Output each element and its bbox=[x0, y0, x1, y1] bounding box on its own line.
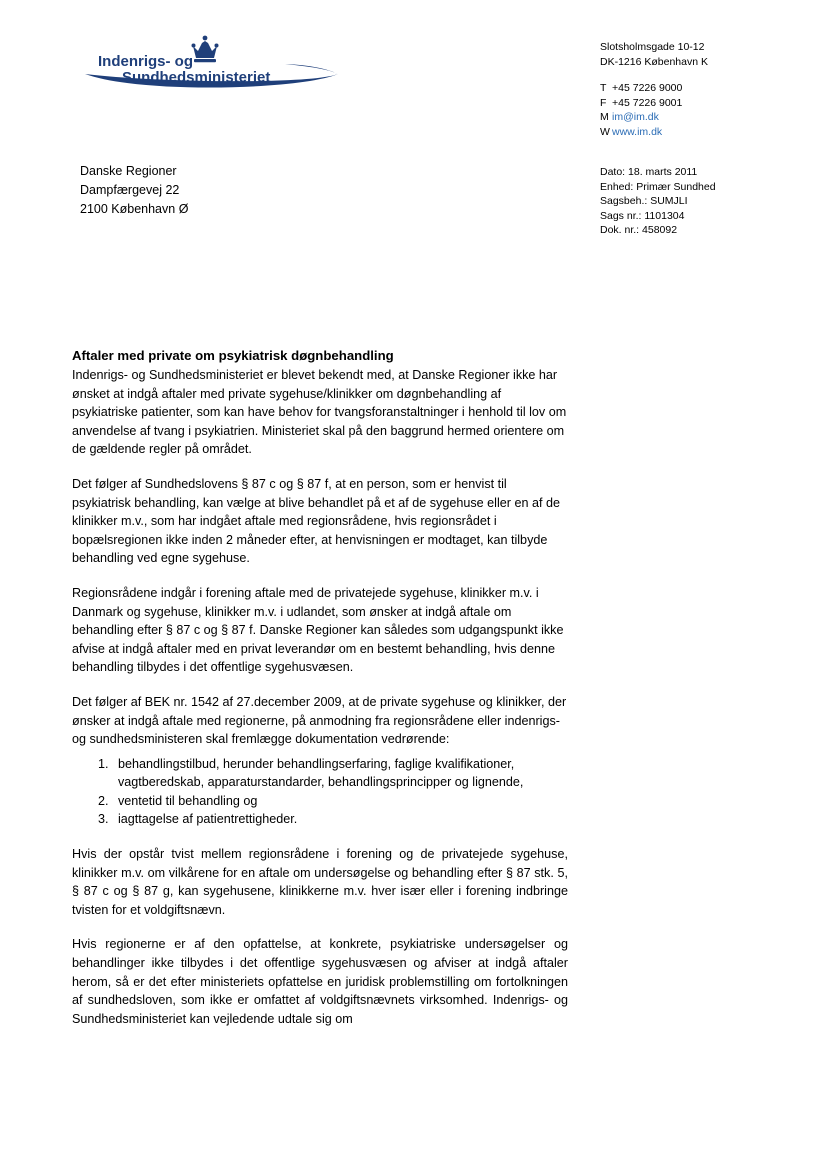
sender-address-2: DK-1216 København K bbox=[600, 55, 708, 68]
sender-mail-row bbox=[600, 110, 800, 125]
fax-label: F bbox=[600, 96, 607, 109]
logo-line2: Sundhedsministeriet bbox=[122, 69, 271, 86]
meta-caseworker: Sagsbeh.: SUMJLI bbox=[600, 195, 688, 207]
mail-label: M bbox=[600, 111, 609, 123]
document-meta-block bbox=[600, 165, 810, 238]
meta-case-number: Sags nr.: 1101304 bbox=[600, 209, 685, 222]
sender-contact-block bbox=[600, 40, 800, 139]
phone-label: T bbox=[600, 82, 607, 94]
sender-address-1: Slotsholmsgade 10-12 bbox=[600, 41, 705, 53]
spacer bbox=[600, 69, 800, 81]
requirements-list bbox=[72, 755, 568, 829]
list-item: 3. iagttagelse af patientrettigheder. bbox=[112, 810, 568, 829]
fax-value: +45 7226 9001 bbox=[612, 96, 683, 109]
meta-document-number: Dok. nr.: 458092 bbox=[600, 224, 678, 236]
meta-date: Dato: 18. marts 2011 bbox=[600, 166, 698, 178]
phone-value: +45 7226 9000 bbox=[612, 82, 683, 94]
ministry-logo bbox=[80, 32, 380, 94]
list-item: 1. behandlingstilbud, herunder behandlingserfaring, faglige kvalifikationer, vagtberedskab, apparaturstandarder, behandlingsprincipper og lignende, bbox=[112, 755, 568, 792]
body-paragraph-2: Det følger af Sundhedslovens § 87 c og § 87 f, at en person, som er henvist til psykiatrisk behandling, kan vælge at blive behandlet på et af de sygehuse eller en af de klinikker m.v., som har indgået aftale med regionsrådene, hvis regionsrådet i bopælsregionen ikke inden 2 måneder efter, at henvisningen er modtaget, kan tilbyde behandling ved egne sygehuse. bbox=[72, 476, 560, 566]
email-link[interactable]: im@im.dk bbox=[612, 111, 659, 123]
sender-phone-row bbox=[600, 81, 800, 96]
recipient-city: 2100 København Ø bbox=[80, 202, 189, 216]
list-item: 2. ventetid til behandling og bbox=[112, 792, 568, 811]
recipient-name: Danske Regioner bbox=[80, 164, 177, 178]
sender-web-row bbox=[600, 125, 800, 140]
recipient-block bbox=[80, 162, 188, 219]
body-paragraph-3: Regionsrådene indgår i forening aftale med de privatejede sygehuse, klinikker m.v. i Danmark og sygehuse, klinikker m.v. i udlandet, som ønsker at indgå aftale om behandling efter § 87 c og § 87 f. Danske Regioner kan således som udgangspunkt ikke afvise at indgå aftaler med en privat leverandør om en bestemt behandling, hvis denne behandling tilbydes i det offentlige sygehusvæsen. bbox=[72, 585, 564, 675]
logo-line1: Indenrigs- og bbox=[98, 53, 193, 70]
recipient-street: Dampfærgevej 22 bbox=[80, 183, 180, 197]
sender-fax-row bbox=[600, 96, 800, 111]
letter-body bbox=[72, 346, 568, 1044]
body-paragraph-6: Hvis regionerne er af den opfattelse, at konkrete, psykiatriske undersøgelser og behandlinger ikke tilbydes i det offentlige sygehusvæsen og afviser at indgå aftaler herom, så er det efter ministeriets opfattelse en juridisk problemstilling om fortolkningen af sundhedsloven, som ikke er omfattet af voldgiftsnævnets virksomhed. Indenrigs- og Sundhedsministeriet kan vejledende udtale sig om bbox=[72, 937, 568, 1026]
body-paragraph-5: Hvis der opstår tvist mellem regionsrådene i forening og de privatejede sygehuse, klinikker m.v. om vilkårene for en aftale om undersøgelse og behandling efter § 87 stk. 5, § 87 c og § 87 g, kan sygehusene, klinikkerne m.v. hver især eller i forening indbringe tvisten for et voldgiftsnævn. bbox=[72, 847, 568, 917]
body-paragraph-4: Det følger af BEK nr. 1542 af 27.december 2009, at de private sygehuse og klinikker, der ønsker at indgå aftale med regionerne, på anmodning fra regionsrådene eller indenrigs- og sundhedsministeren skal fremlægge dokumentation vedrørende: bbox=[72, 694, 567, 747]
ministry-logo-icon bbox=[80, 32, 380, 94]
page-title: Aftaler med private om psykiatrisk døgnbehandling bbox=[72, 348, 394, 363]
body-paragraph-1: Indenrigs- og Sundhedsministeriet er blevet bekendt med, at Danske Regioner ikke har ønsket at indgå aftaler med private sygehuse/klinikker om døgnbehandling af psykiatriske patienter, som kan have behov for tvangsforanstaltninger i henhold til lov om anvendelse af tvang i psykiatrien. Ministeriet skal på den baggrund hermed orientere om de gældende regler på området. bbox=[72, 368, 567, 457]
web-label: W bbox=[600, 125, 610, 138]
meta-unit: Enhed: Primær Sundhed bbox=[600, 180, 716, 193]
website-link[interactable]: www.im.dk bbox=[612, 125, 663, 138]
